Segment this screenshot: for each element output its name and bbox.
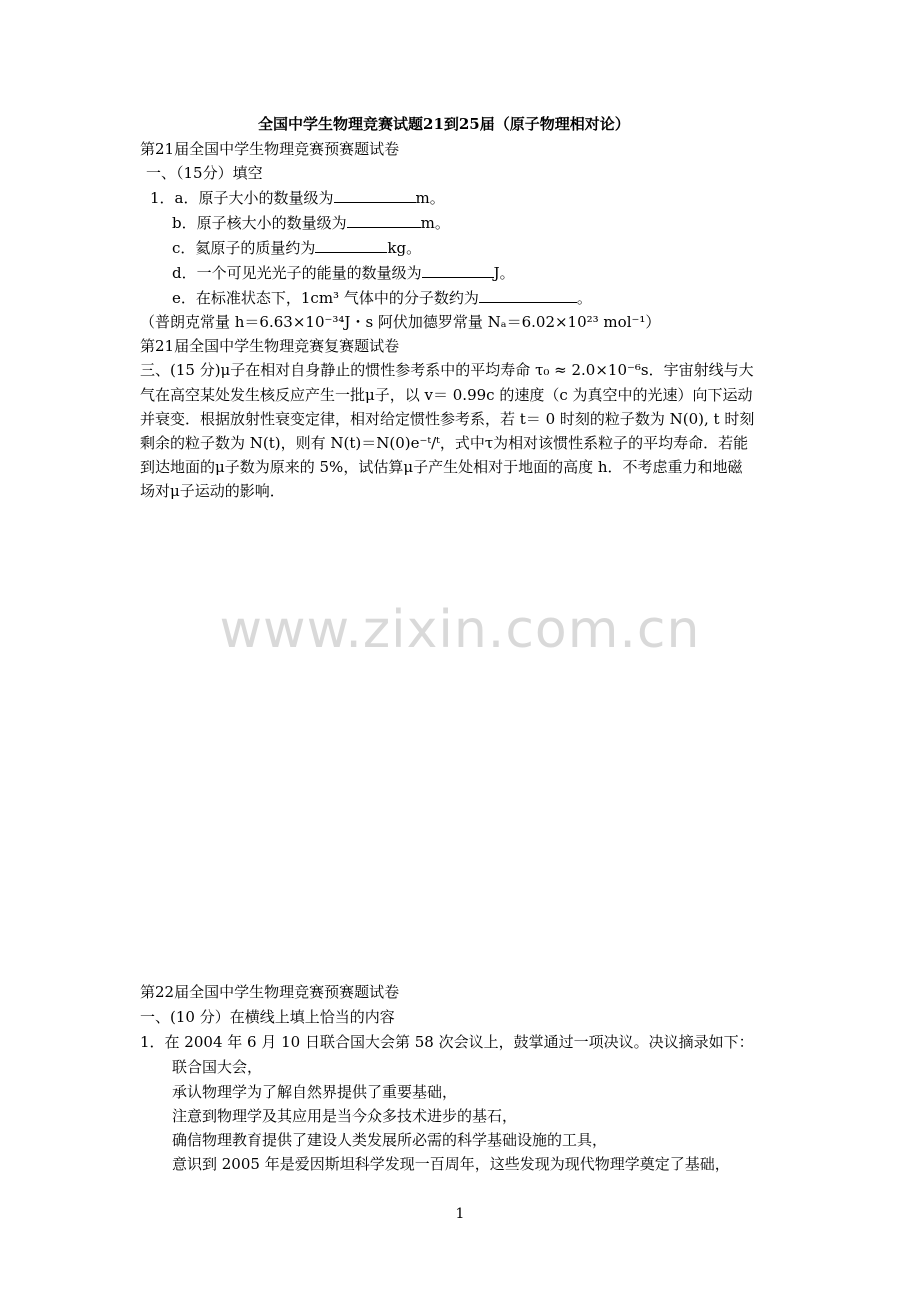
resolution-line-1: 联合国大会， bbox=[172, 1058, 263, 1076]
question-a-text: 1．a．原子大小的数量级为 bbox=[150, 189, 334, 207]
problem-text-line-5: 到达地面的μ子数为原来的 5%，试估算μ子产生处相对于地面的高度 h．不考虑重力和地磁 bbox=[140, 458, 743, 476]
answer-blank-d[interactable] bbox=[422, 263, 494, 278]
question-c bbox=[172, 236, 421, 260]
question-e-unit: 。 bbox=[576, 289, 592, 307]
problem-text-line-2: 气在高空某处发生核反应产生一批μ子，以 v＝ 0.99c 的速度（c 为真空中的光速）向下运动 bbox=[140, 386, 753, 404]
part-heading: 一、（15分）填空 bbox=[146, 164, 263, 182]
problem-text-line-6: 场对μ子运动的影响． bbox=[140, 482, 285, 500]
question-b-unit: m。 bbox=[420, 214, 450, 232]
question-1-22: 1．在 2004 年 6 月 10 日联合国大会第 58 次会议上，鼓掌通过一项决议。决议摘录如下： bbox=[140, 1033, 754, 1051]
question-a-unit: m。 bbox=[415, 189, 445, 207]
question-b-text: b．原子核大小的数量级为 bbox=[172, 214, 347, 232]
question-b bbox=[172, 211, 450, 235]
watermark: www.zixin.com.cn bbox=[219, 600, 701, 660]
question-e bbox=[172, 286, 592, 310]
question-d-unit: J。 bbox=[493, 264, 515, 282]
answer-blank-a[interactable] bbox=[334, 188, 416, 203]
question-d bbox=[172, 261, 515, 285]
section-heading-22-prelim: 第22届全国中学生物理竞赛预赛题试卷 bbox=[140, 983, 400, 1001]
problem-text-line-1: 三、(15 分)μ子在相对自身静止的惯性参考系中的平均寿命 τ₀ ≈ 2.0×10⁻⁶s．宇宙射线与大 bbox=[140, 361, 754, 379]
answer-blank-e[interactable] bbox=[479, 288, 577, 303]
resolution-line-2: 承认物理学为了解自然界提供了重要基础， bbox=[172, 1083, 458, 1101]
document-title: 全国中学生物理竞赛试题21到25届（原子物理相对论） bbox=[258, 115, 630, 133]
answer-blank-b[interactable] bbox=[347, 213, 421, 228]
constants-note: （普朗克常量 h＝6.63×10⁻³⁴J・s 阿伏加德罗常量 Nₐ＝6.02×10²³ mol⁻¹） bbox=[140, 313, 661, 331]
section-heading-21-prelim: 第21届全国中学生物理竞赛预赛题试卷 bbox=[140, 140, 400, 158]
page-number: 1 bbox=[455, 1206, 465, 1222]
problem-text-line-3: 并衰变．根据放射性衰变定律，相对给定惯性参考系，若 t＝ 0 时刻的粒子数为 N(0), t 时刻 bbox=[140, 410, 755, 428]
question-c-text: c．氦原子的质量约为 bbox=[172, 239, 316, 257]
part-heading-22: 一、(10 分）在横线上填上恰当的内容 bbox=[140, 1008, 395, 1026]
question-e-text: e．在标准状态下，1cm³ 气体中的分子数约为 bbox=[172, 289, 479, 307]
question-a bbox=[150, 186, 445, 210]
question-d-text: d．一个可见光光子的能量的数量级为 bbox=[172, 264, 422, 282]
resolution-line-4: 确信物理教育提供了建设人类发展所必需的科学基础设施的工具， bbox=[172, 1131, 608, 1149]
problem-text-line-4: 剩余的粒子数为 N(t)，则有 N(t)＝N(0)e⁻ᵗ/ᵗ，式中τ为相对该惯性系粒子的平均寿命．若能 bbox=[140, 434, 749, 452]
section-heading-21-final: 第21届全国中学生物理竞赛复赛题试卷 bbox=[140, 337, 400, 355]
question-c-unit: kg。 bbox=[387, 239, 422, 257]
resolution-line-5: 意识到 2005 年是爱因斯坦科学发现一百周年，这些发现为现代物理学奠定了基础， bbox=[172, 1155, 730, 1173]
resolution-line-3: 注意到物理学及其应用是当今众多技术进步的基石， bbox=[172, 1107, 518, 1125]
answer-blank-c[interactable] bbox=[315, 238, 387, 253]
